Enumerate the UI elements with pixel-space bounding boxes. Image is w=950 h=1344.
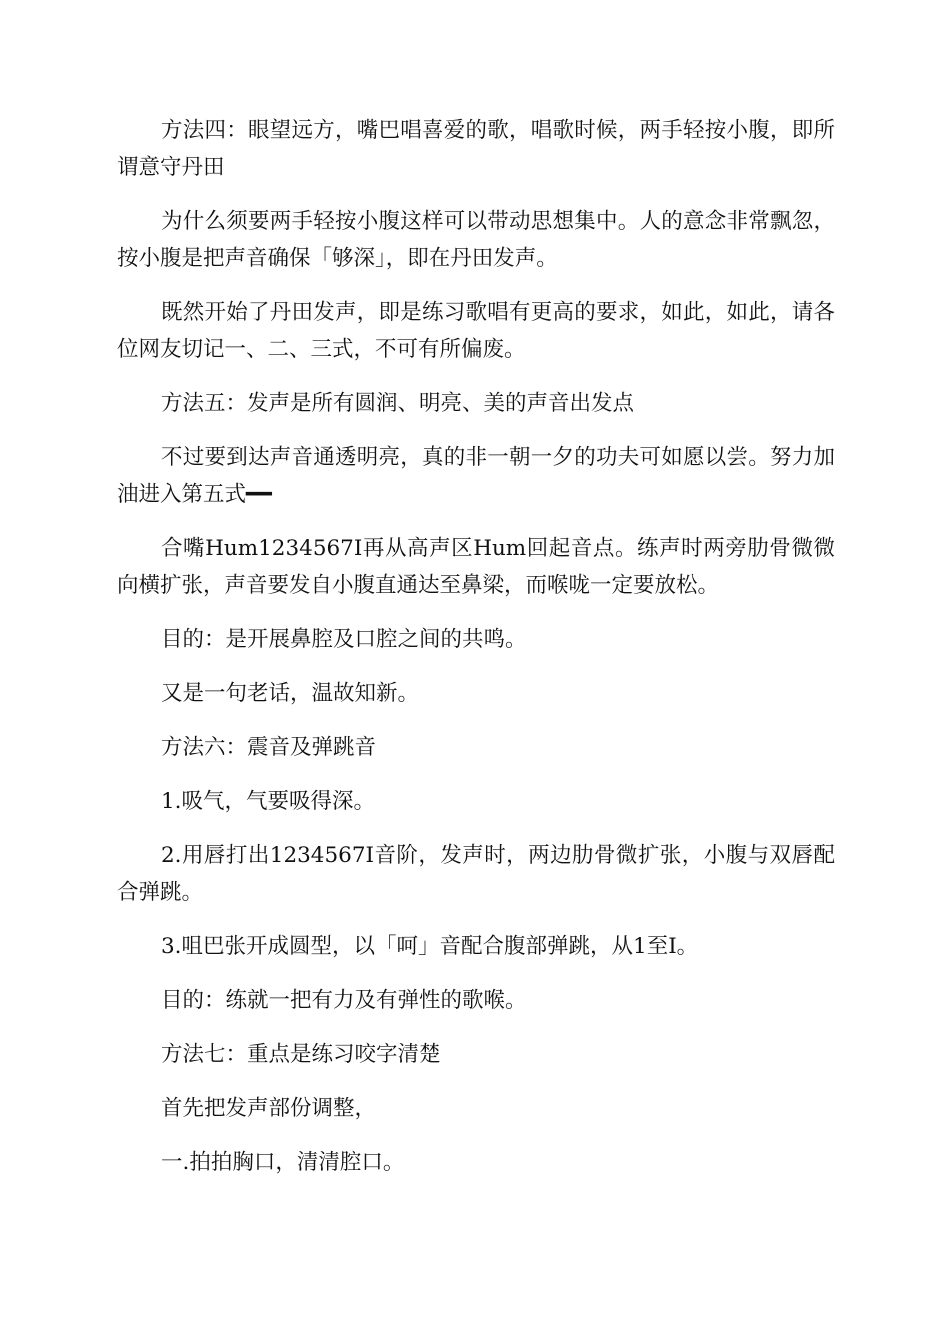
paragraph-purpose-elastic-voice: 目的：练就一把有力及有弹性的歌喉。 [161,988,527,1013]
document-body [117,112,835,1181]
paragraph-method-4: 方法四：眼望远方，嘴巴唱喜爱的歌，唱歌时候，两手轻按小腹，即所谓意守丹田 [117,118,835,180]
paragraph-method-5: 方法五：发声是所有圆润、明亮、美的声音出发点 [161,391,635,416]
paragraph-why-press-abdomen: 为什么须要两手轻按小腹这样可以带动思想集中。人的意念非常飘忽，按小腹是把声音确保「够深」，即在丹田发声。 [117,209,835,271]
paragraph-step-3: 3.咀巴张开成圆型，以「呵」音配合腹部弹跳，从1至I。 [161,934,699,959]
paragraph-dantian-voice: 既然开始了丹田发声，即是练习歌唱有更高的要求，如此，如此，请各位网友切记一、二、三式，不可有所偏废。 [117,300,835,362]
paragraph-method-6: 方法六：震音及弹跳音 [161,735,377,760]
paragraph-bright-voice: 不过要到达声音通透明亮，真的非一朝一夕的功夫可如愿以尝。努力加油进入第五式━━ [117,445,835,507]
paragraph-adjust-voice: 首先把发声部份调整， [161,1096,377,1121]
paragraph-method-7: 方法七：重点是练习咬字清楚 [161,1042,441,1067]
paragraph-hum-exercise: 合嘴Hum1234567I再从高声区Hum回起音点。练声时两旁肋骨微微向横扩张，声音要发自小腹直通达至鼻梁，而喉咙一定要放松。 [117,536,835,598]
paragraph-step-1: 1.吸气，气要吸得深。 [161,789,376,814]
paragraph-purpose-resonance: 目的：是开展鼻腔及口腔之间的共鸣。 [161,627,527,652]
paragraph-step-one: 一.拍拍胸口，清清腔口。 [161,1150,405,1175]
paragraph-step-2: 2.用唇打出1234567I音阶，发声时，两边肋骨微扩张，小腹与双唇配合弹跳。 [117,843,835,905]
paragraph-old-saying: 又是一句老话，温故知新。 [161,681,420,706]
